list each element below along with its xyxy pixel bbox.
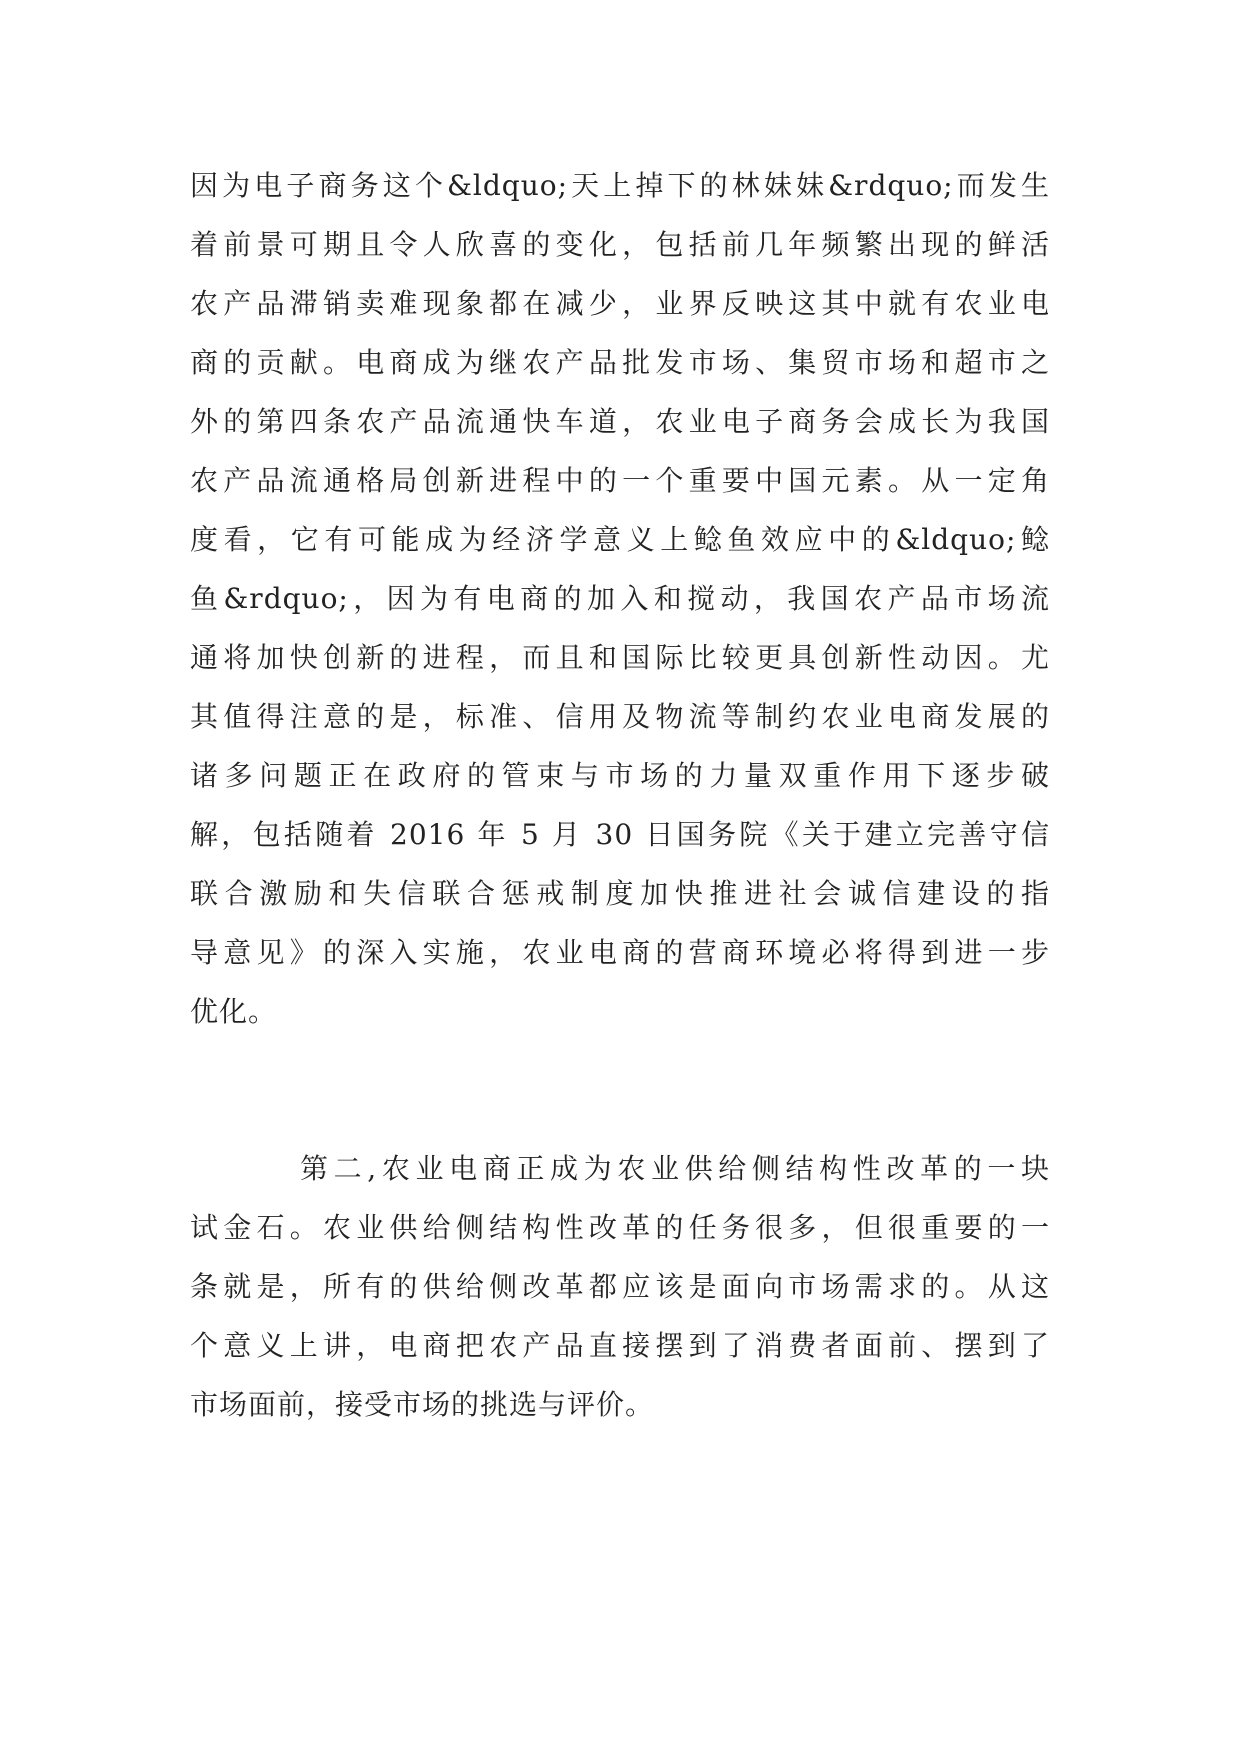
text-line: 鱼&rdquo;，因为有电商的加入和搅动，我国农产品市场流 (190, 582, 1050, 615)
text-line: 解，包括随着 2016 年 5 月 30 日国务院《关于建立完善守信 (190, 818, 1050, 851)
text-line: 试金石。农业供给侧结构性改革的任务很多，但很重要的一 (190, 1211, 1050, 1244)
text-line: 着前景可期且令人欣喜的变化，包括前几年频繁出现的鲜活 (190, 228, 1050, 261)
text-line: 因为电子商务这个&ldquo;天上掉下的林妹妹&rdquo;而发生 (190, 169, 1050, 202)
text-line: 农产品滞销卖难现象都在减少，业界反映这其中就有农业电 (190, 287, 1050, 320)
text-line: 优化。 (190, 995, 278, 1028)
text-line: 联合激励和失信联合惩戒制度加快推进社会诚信建设的指 (190, 877, 1050, 910)
text-line: 诸多问题正在政府的管束与市场的力量双重作用下逐步破 (190, 759, 1050, 792)
paragraph-supply-side-reform (190, 1139, 1050, 1434)
text-line: 外的第四条农产品流通快车道，农业电子商务会成长为我国 (190, 405, 1050, 438)
text-line: 第二,农业电商正成为农业供给侧结构性改革的一块 (300, 1152, 1050, 1185)
paragraph-ecommerce-impact (190, 156, 1050, 1041)
text-line: 度看，它有可能成为经济学意义上鲶鱼效应中的&ldquo;鲶 (190, 523, 1050, 556)
text-line: 商的贡献。电商成为继农产品批发市场、集贸市场和超市之 (190, 346, 1050, 379)
text-line: 导意见》的深入实施，农业电商的营商环境必将得到进一步 (190, 936, 1050, 969)
text-line: 个意义上讲，电商把农产品直接摆到了消费者面前、摆到了 (190, 1329, 1050, 1362)
text-line: 条就是，所有的供给侧改革都应该是面向市场需求的。从这 (190, 1270, 1050, 1303)
text-line: 农产品流通格局创新进程中的一个重要中国元素。从一定角 (190, 464, 1050, 497)
text-line: 市场面前，接受市场的挑选与评价。 (190, 1388, 655, 1421)
text-line: 通将加快创新的进程，而且和国际比较更具创新性动因。尤 (190, 641, 1050, 674)
text-line: 其值得注意的是，标准、信用及物流等制约农业电商发展的 (190, 700, 1050, 733)
